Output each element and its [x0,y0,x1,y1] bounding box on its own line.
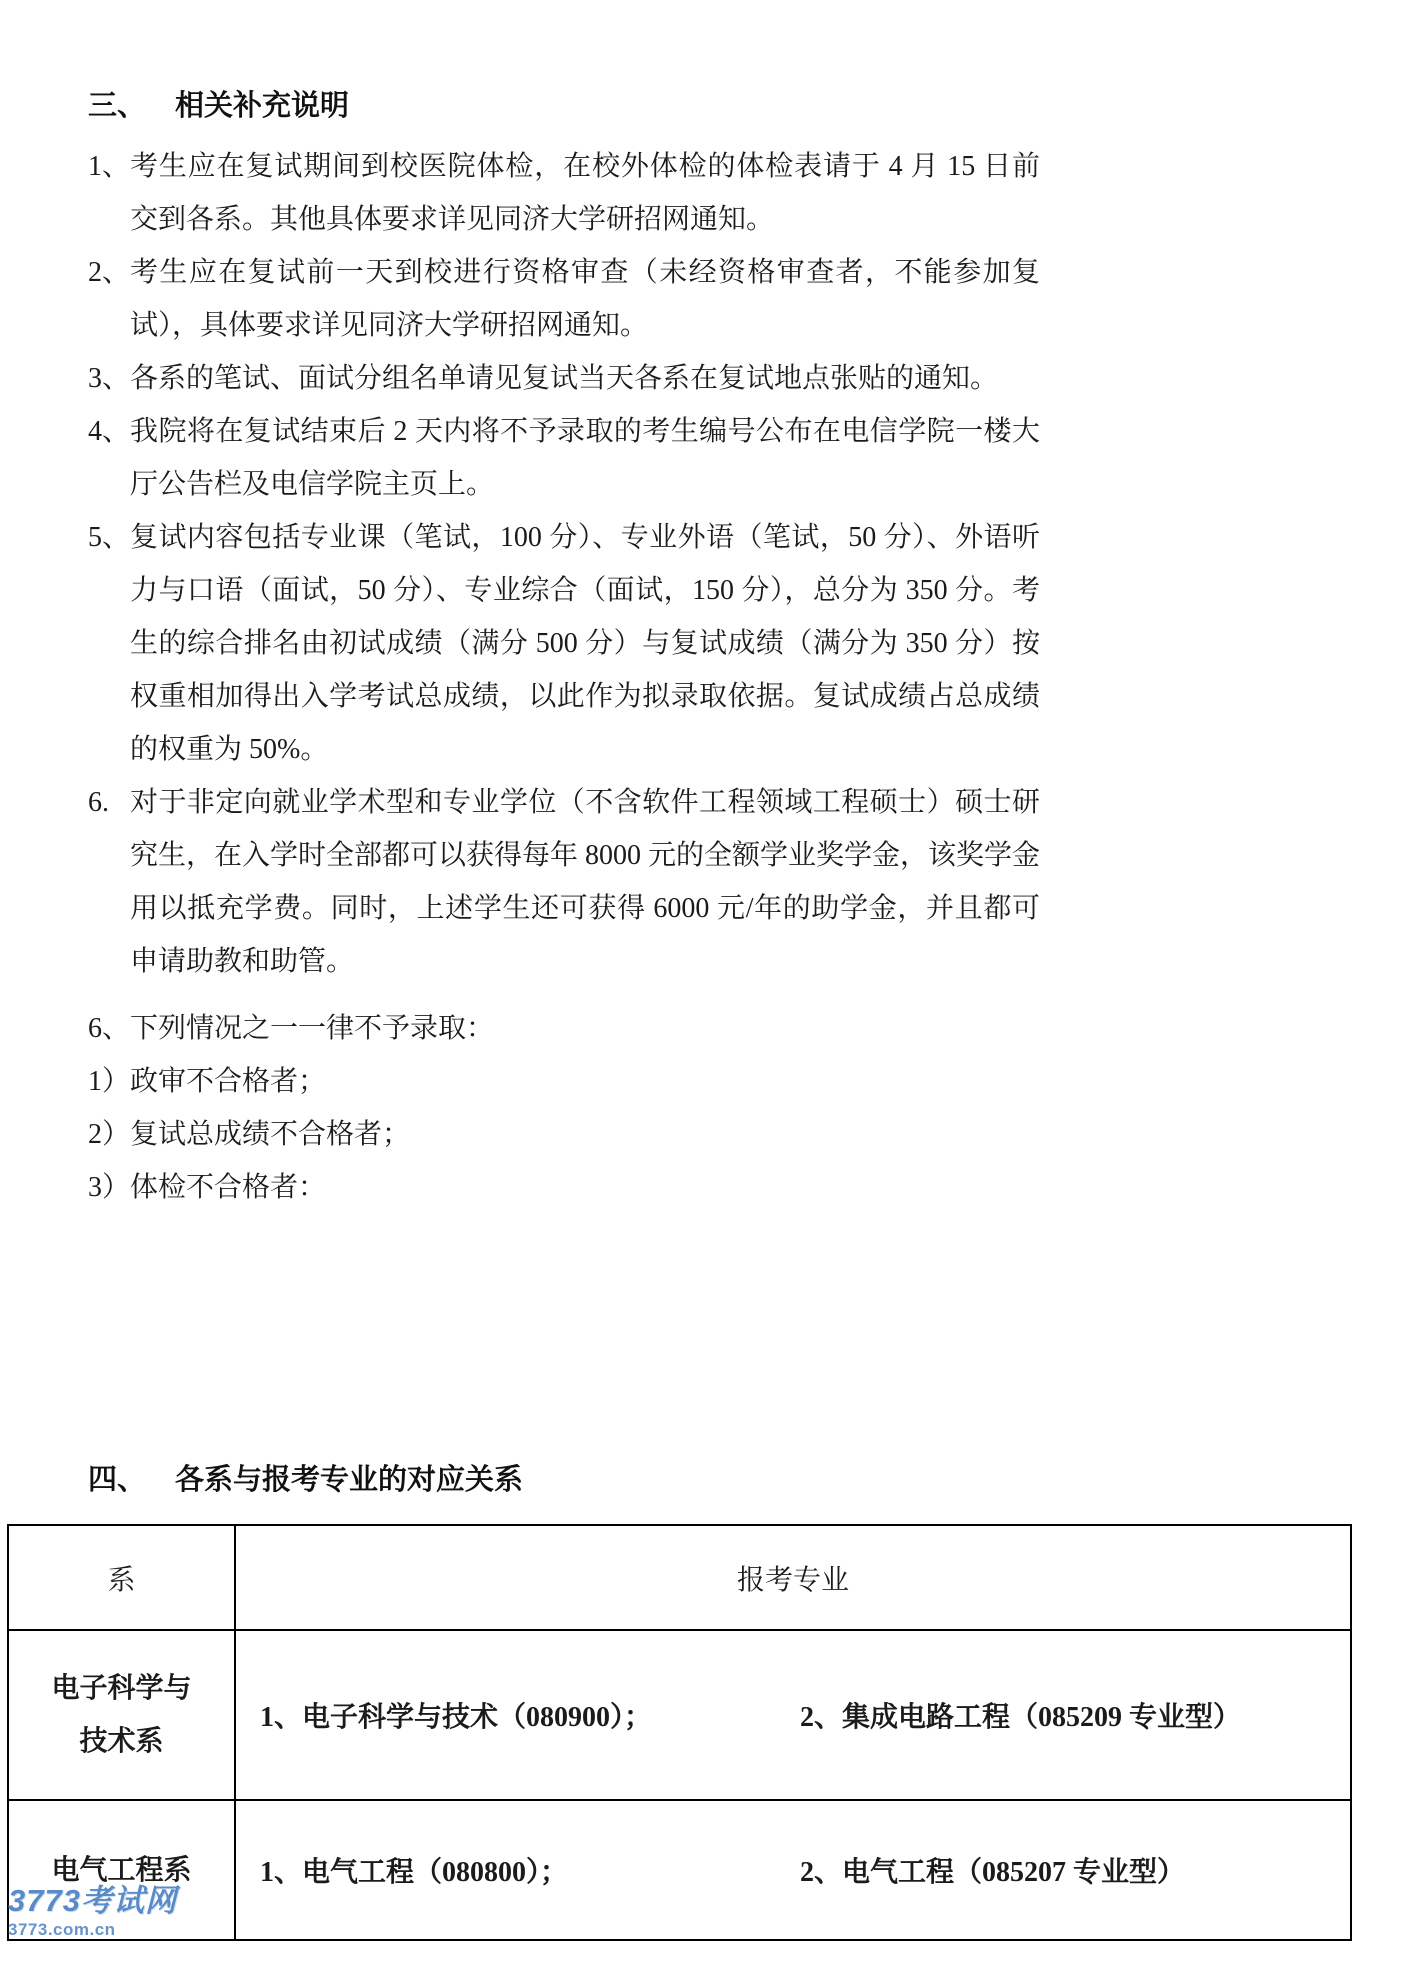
item-text: 对于非定向就业学术型和专业学位（不含软件工程领域工程硕士）硕士研究生，在入学时全部都可以获得每年 8000 元的全额学业奖学金，该奖学金用以抵充学费。同时，上述学生还可获得 6000 元/年的助学金，并且都可申请助教和助管。 [130,787,1041,977]
major-line [260,1850,1350,1890]
table-header-dept: 系 [8,1525,235,1630]
item-marker: 2、 [88,257,131,288]
list-item [88,140,1040,246]
section4-number: 四、 [88,1464,147,1496]
section3-number: 三、 [88,90,147,122]
list-item [88,405,1040,511]
item-text: 考生应在复试期间到校医院体检，在校外体检的体检表请于 4 月 15 日前交到各系。其他具体要求详见同济大学研招网通知。 [130,151,1040,235]
watermark-site-url: 3773.com.cn [8,1920,116,1940]
list-item [88,246,1040,352]
item-text: 考生应在复试前一天到校进行资格审查（未经资格审查者，不能参加复试），具体要求详见同济大学研招网通知。 [130,257,1040,341]
major-item-2: 2、电气工程（085207 专业型） [800,1857,1186,1888]
section3-title: 相关补充说明 [175,90,350,122]
list-sub-item [88,1161,1040,1214]
list-item [88,511,1040,776]
item-marker: 3） [88,1172,131,1203]
dept-cell: 电子科学与技术系 [8,1630,235,1800]
item-text: 我院将在复试结束后 2 天内将不予录取的考生编号公布在电信学院一楼大厅公告栏及电信学院主页上。 [130,416,1040,500]
major-cell [235,1800,1351,1940]
major-cell [235,1630,1351,1800]
item-text: 政审不合格者； [130,1066,327,1097]
major-item-1: 1、电子科学与技术（080900）； [260,1702,653,1733]
item-marker: 1） [88,1066,131,1097]
list-item [88,776,1040,988]
section3-heading [88,80,1040,132]
department-major-table [7,1524,1352,1941]
list-sub-item [88,1055,1040,1108]
item-text: 体检不合格者： [130,1172,327,1203]
item-text: 复试内容包括专业课（笔试，100 分）、专业外语（笔试，50 分）、外语听力与口语（面试，50 分）、专业综合（面试，150 分），总分为 350 分。考生的综合排名由初试成绩（满分 500 分）与复试成绩（满分为 350 分）按权重相加得出入学考试总成绩，以此作为拟录取依据。复试成绩占总成绩的权重为 50%。 [130,522,1040,765]
list-item [88,352,1040,405]
list-item [88,1002,1040,1055]
item-marker: 6. [88,787,109,818]
item-marker: 4、 [88,416,131,447]
section4-heading [88,1454,1040,1506]
item-marker: 2） [88,1119,131,1150]
dept-cell: 电气工程系 [8,1800,235,1940]
major-item-2: 2、集成电路工程（085209 专业型） [800,1702,1242,1733]
watermark-logo [8,1884,177,1940]
item-text: 复试总成绩不合格者； [130,1119,411,1150]
item-marker: 3、 [88,363,131,394]
watermark-site-name: 3773考试网 [8,1883,177,1918]
table-header-row [8,1525,1351,1630]
item-marker: 5、 [88,522,131,553]
item-marker: 1、 [88,151,131,182]
section4-title: 各系与报考专业的对应关系 [175,1464,524,1496]
list-sub-item [88,1108,1040,1161]
table-row [8,1630,1351,1800]
table-header-major: 报考专业 [235,1525,1351,1630]
item-text: 各系的笔试、面试分组名单请见复试当天各系在复试地点张贴的通知。 [130,363,999,394]
item-text: 下列情况之一一律不予录取： [130,1013,495,1044]
major-line [260,1695,1350,1735]
table-row [8,1800,1351,1940]
major-item-1: 1、电气工程（080800）； [260,1857,569,1888]
item-marker: 6、 [88,1013,131,1044]
section3-items [88,140,1040,1214]
